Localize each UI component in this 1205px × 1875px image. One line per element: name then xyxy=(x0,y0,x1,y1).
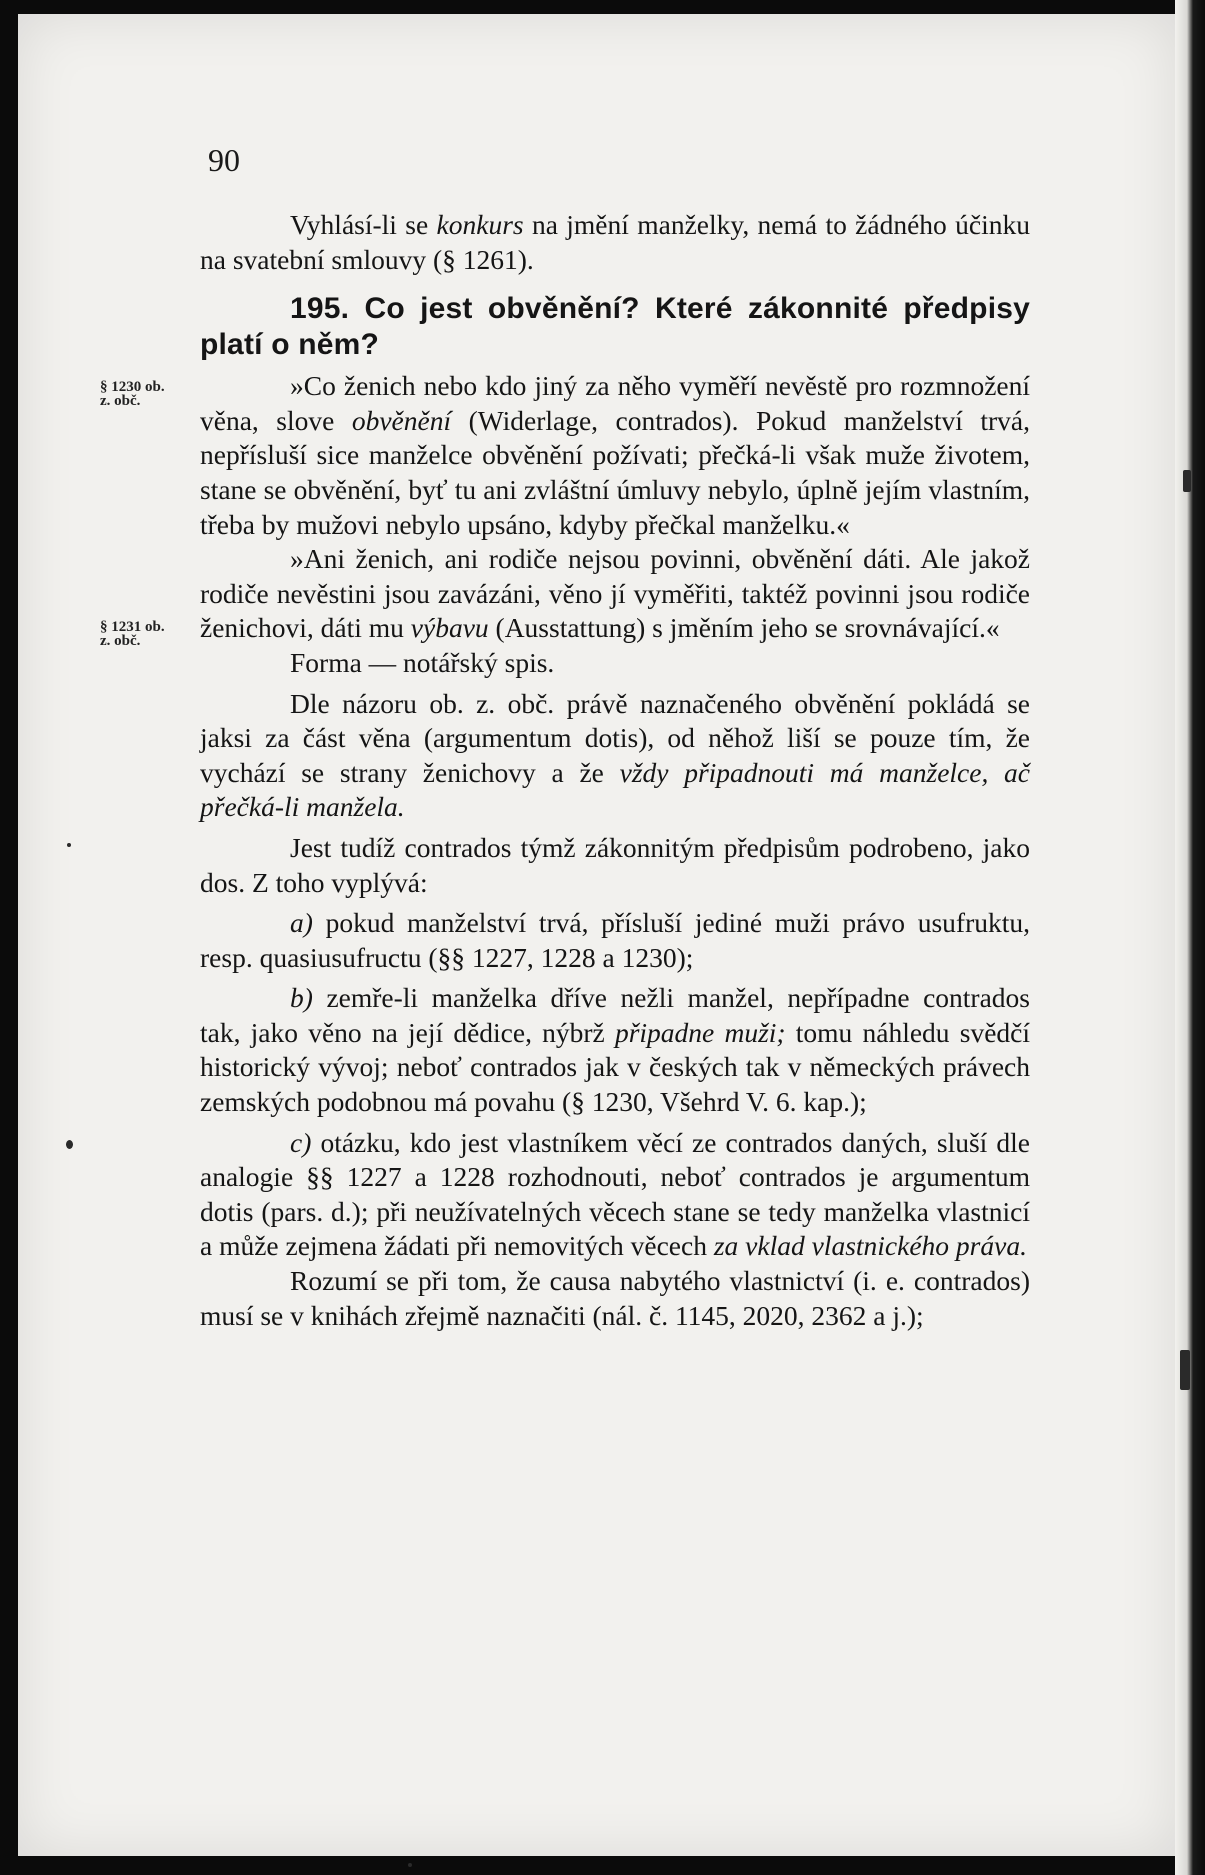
paragraph: »Co ženich nebo kdo jiný za něho vyměří nevěstě pro rozmnožení věna, slove obvěnění (Widerlage, contrados). Pokud manželství trvá, nepřísluší sice manželce obvěnění požívati; přečká-li však muže životem, stane se obvěnění, byť tu ani zvláštní úmluvy nebylo, úplně jejím vlastním, třeba by mužovi nebylo upsáno, kdyby přečkal manželku.« xyxy=(200,370,1030,540)
paragraph: Vyhlásí-li se konkurs na jmění manželky, nemá to žádného účinku na svatební smlouvy (§ 1261). xyxy=(200,209,1030,275)
margin-note: § 1230 ob. z. obč. xyxy=(100,379,165,409)
scan-speck xyxy=(66,1140,73,1149)
paragraph: Rozumí se při tom, že causa nabytého vlastnictví (i. e. contrados) musí se v knihách zřejmě naznačiti (nál. č. 1145, 2020, 2362 a j.); xyxy=(200,1265,1030,1331)
paragraph: »Ani ženich, ani rodiče nejsou povinni, obvěnění dáti. Ale jakož rodiče nevěstini jsou zavázáni, věno jí vyměřiti, taktéž povinni jsou rodiče ženichovi, dáti mu výbavu (Ausstattung) s jměním jeho se srovnávající.« xyxy=(200,543,1030,644)
paragraph: Jest tudíž contrados týmž zákonnitým předpisům podrobeno, jako dos. Z toho vyplývá: xyxy=(200,831,1030,898)
list-item: b) zemře-li manželka dříve nežli manžel, nepřípadne contrados tak, jako věno na její dědice, nýbrž připadne muži; tomu náhledu svědčí historický vývoj; neboť contrados jak v českých tak v německých právech zemských podobnou má povahu (§ 1230, Všehrd V. 6. kap.); xyxy=(200,982,1030,1118)
scan-speck xyxy=(408,1863,412,1867)
scan-speck xyxy=(1183,470,1191,492)
list-item: c) otázku, kdo jest vlastníkem věcí ze contrados daných, sluší dle analogie §§ 1227 a 1228 rozhodnouti, neboť contrados je argumentum dotis (pars. d.); při neužívatelných věcech stane se tedy manželka vlastnicí a může zejmena žádati při nemovitých věcech za vklad vlastnického práva. xyxy=(200,1126,1030,1262)
page-number: 90 xyxy=(208,142,240,178)
body-text xyxy=(200,208,1030,1333)
paragraph: Forma — notářský spis. xyxy=(290,646,555,678)
scan-speck xyxy=(67,843,71,847)
list-item: a) pokud manželství trvá, přísluší jediné muži právo usufruktu, resp. quasiusufructu (§§ 1227, 1228 a 1230); xyxy=(200,907,1030,973)
margin-note: § 1231 ob. z. obč. xyxy=(100,619,165,649)
section-heading: 195. Co jest obvěnění? Které zákonnité předpisy platí o něm? xyxy=(200,292,1030,362)
scan-speck xyxy=(1180,1350,1190,1390)
scan-edge xyxy=(1175,0,1205,1875)
paragraph: Dle názoru ob. z. obč. právě naznačeného obvěnění pokládá se jaksi za část věna (argumentum dotis), od něhož liší se pouze tím, že vychází se strany ženichovy a že vždy připadnouti má manželce, ač přečká-li manžela. xyxy=(200,687,1031,823)
